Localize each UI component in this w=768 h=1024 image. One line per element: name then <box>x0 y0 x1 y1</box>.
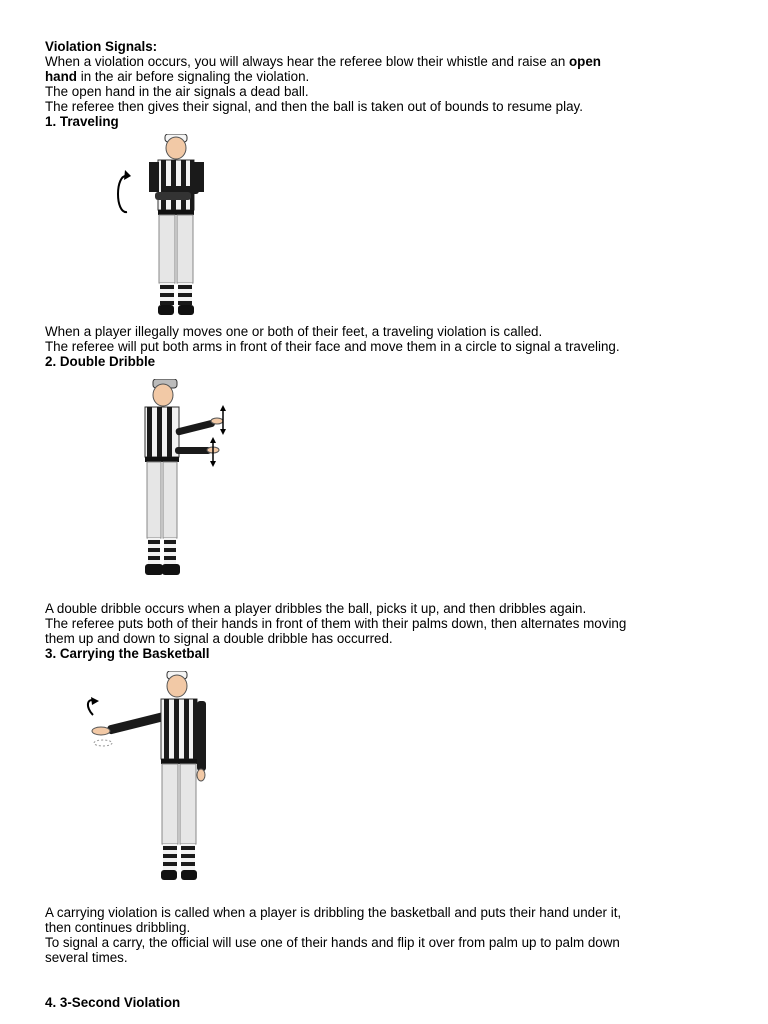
double-dribble-description-3: them up and down to signal a double dribble has occurred. <box>45 631 393 646</box>
carrying-description-3: To signal a carry, the official will use one of their hands and flip it over from palm up to palm down <box>45 935 620 950</box>
referee-traveling-icon <box>45 134 245 322</box>
traveling-description-2: The referee will put both arms in front of their face and move them in a circle to signal a traveling. <box>45 339 620 354</box>
referee-traveling-signal-image <box>45 134 725 322</box>
section-heading-carrying: 3. Carrying the Basketball <box>45 646 210 661</box>
intro-line-4: The referee then gives their signal, and then the ball is taken out of bounds to resume play. <box>45 99 583 114</box>
intro-line-3: The open hand in the air signals a dead ball. <box>45 84 309 99</box>
intro-bold-open: open <box>568 54 601 69</box>
section-heading-3-second: 4. 3-Second Violation <box>45 995 181 1010</box>
intro-bold-hand: hand <box>45 69 77 84</box>
section-heading-violation-signals: Violation Signals: <box>45 39 158 54</box>
section-heading-double-dribble: 2. Double Dribble <box>45 354 156 369</box>
referee-carrying-signal-image <box>45 671 725 895</box>
document-page <box>45 39 725 1010</box>
double-dribble-description-2: The referee puts both of their hands in front of them with their palms down, then alternates moving <box>45 616 627 631</box>
carrying-description-4: several times. <box>45 950 128 965</box>
intro-line-2-text: in the air before signaling the violation. <box>77 69 310 84</box>
traveling-description-1: When a player illegally moves one or both of their feet, a traveling violation is called. <box>45 324 543 339</box>
referee-carrying-icon <box>45 671 265 895</box>
carrying-description-1: A carrying violation is called when a player is dribbling the basketball and puts their hand under it, <box>45 905 622 920</box>
referee-double-dribble-signal-image <box>45 379 725 597</box>
intro-line-2 <box>45 69 725 84</box>
carrying-description-2: then continues dribbling. <box>45 920 191 935</box>
double-dribble-description-1: A double dribble occurs when a player dribbles the ball, picks it up, and then dribbles again. <box>45 601 587 616</box>
intro-line-1 <box>45 54 725 69</box>
section-heading-traveling: 1. Traveling <box>45 114 119 129</box>
intro-line-1-text: When a violation occurs, you will always hear the referee blow their whistle and raise an <box>45 54 569 69</box>
referee-double-dribble-icon <box>45 379 265 597</box>
section-spacer <box>45 965 725 995</box>
